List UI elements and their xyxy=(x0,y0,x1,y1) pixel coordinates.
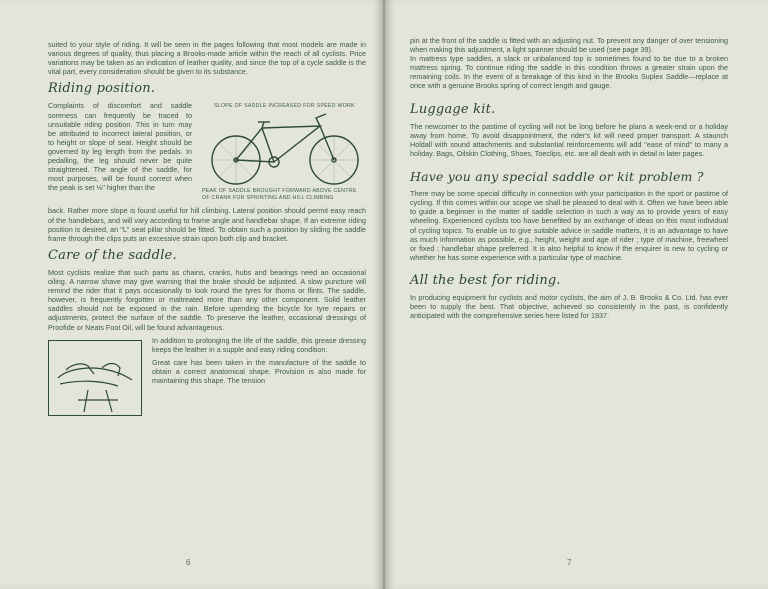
page-number-left: 6 xyxy=(186,557,191,567)
right-intro-paragraph-2: In mattress type saddles, a slack or unbalanced top is sometimes found to be due to a broken mattress spring. To continue riding the saddle in this condition throws a greater strain upon the remaining coils. In the event of a breakage of this kind in the Brooks Suplex Saddle—replace at once with a genuine Brooks spring of correct length and gauge. xyxy=(410,54,728,91)
luggage-paragraph: The newcomer to the pastime of cycling will not be long before he plans a week-end or a holiday away from home. To avoid disappointment, the rider's kit will need proper transport. A staunch Holdall with sound attachments and substantial reinforcements will add "ease of mind" to many a holiday. Bags, Oilskin Clothing, Shoes, Toeclips, etc. are all dealt with in detail in later pages. xyxy=(410,121,728,158)
special-problem-heading: Have you any special saddle or kit problem ? xyxy=(410,169,704,185)
care-paragraph-3: Great care has been taken in the manufacture of the saddle to obtain a correct anatomical shape. Provision is also made for maintaining this shape. The tension xyxy=(152,357,366,385)
riding-paragraph-1: Complaints of discomfort and saddle soreness can frequently be traced to unsuitable riding position. This in turn may be attributed to incorrect lateral position, or to height or slope of seat. Height should be governed by leg length from the pedals. In pedalling, the leg should never be quite straightened. The angle of the saddle, for most purposes, will be found correct when the peak is set ⅛" higher than the xyxy=(48,101,192,193)
problem-paragraph: There may be some special difficulty in connection with your participation in the sport or pastime of cycling. If this comes within our scope we shall be pleased to deal with it. Often we have been able to guide a beginner in the matter of saddle selection in such a way as to provide years of easy wheeling. Experienced cyclists too have benefited by an exchange of ideas on this most individual of cycling topics. To enable us to give suitable advice in saddle matters, it is an advantage to have as much information as possible, e.g., height, weight and age of rider ; type of machine, freewheel or fixed ; handlebar shape preferred. It is also helpful to know if the enquirer is new to cycling or whether he has some experience with a particular type of machine. xyxy=(410,189,728,262)
hands-figure xyxy=(48,340,142,416)
hands-on-saddle-illustration xyxy=(48,340,142,416)
bicycle-figure xyxy=(202,103,366,202)
care-paragraph-1: Most cyclists realize that such parts as chains, cranks, hubs and bearings need an occasional oiling. A narrow shave may give warning that the brake should be adjusted. A slow puncture will remind the rider that it pays occasionally to look round the tyres for thorns or flints. The saddle, however, is frequently forgotten or maltreated more than any other component. Solid leather saddles should not be exposed in the rain. Before upending the bicycle for tyre repairs or adjustments, protect the surface of the saddle. To preserve the leather, occasional dressings of Proofide or Neats Foot Oil, will be found advantageous. xyxy=(48,267,366,332)
care-of-saddle-heading: Care of the saddle. xyxy=(48,247,177,263)
riding-paragraph-2: back. Rather more slope is found useful for hill climbing. Lateral position should permit easy reach of the handlebars, and will vary according to frame angle and handlebar shape. If an extreme riding position is desired, an "L" seat pillar should be fitted. To obtain such a position by sliding the saddle frame through the clips puts an excessive strain upon both clip and bracket. xyxy=(48,206,366,243)
luggage-kit-heading: Luggage kit. xyxy=(410,101,496,117)
right-page xyxy=(384,0,768,589)
best-paragraph: In producing equipment for cyclists and motor cyclists, the aim of J. B. Brooks & Co. Ltd. has ever been to supply the best. That objective, achieved so consistently in the past, is confidently anticipated with the comprehensive series here listed for 1937. xyxy=(410,292,728,321)
bicycle-caption-top: SLOPE OF SADDLE INCREASED FOR SPEED WORK xyxy=(214,103,355,110)
riding-position-heading: Riding position. xyxy=(48,81,156,97)
best-for-riding-heading: All the best for riding. xyxy=(410,272,561,288)
care-paragraph-2: In addition to prolonging the life of the saddle, this grease dressing keeps the leather in a supple and easy riding condition. xyxy=(152,335,366,354)
book-gutter xyxy=(383,0,385,589)
bicycle-illustration xyxy=(202,110,366,188)
right-intro-paragraph-1: pin at the front of the saddle is fitted with an adjusting nut. To prevent any danger of over tensioning when making this adjustment, a light spanner should be used (see page 39). xyxy=(410,36,728,55)
intro-paragraph: suited to your style of riding. It will be seen in the pages following that most models are made in various degrees of quality, thus placing a Brooks-made article within the reach of all cyclists. Price variations may be taken as an indication of leather quality, and since the top of a cycle saddle is the vital part, every consideration should be given to its substance. xyxy=(48,40,366,77)
page-number-right: 7 xyxy=(567,557,572,567)
bicycle-caption-bottom: PEAK OF SADDLE BROUGHT FORWARD ABOVE CENTRE OF CRANK FOR SPRINTING AND HILL CLIMBING xyxy=(202,188,357,202)
